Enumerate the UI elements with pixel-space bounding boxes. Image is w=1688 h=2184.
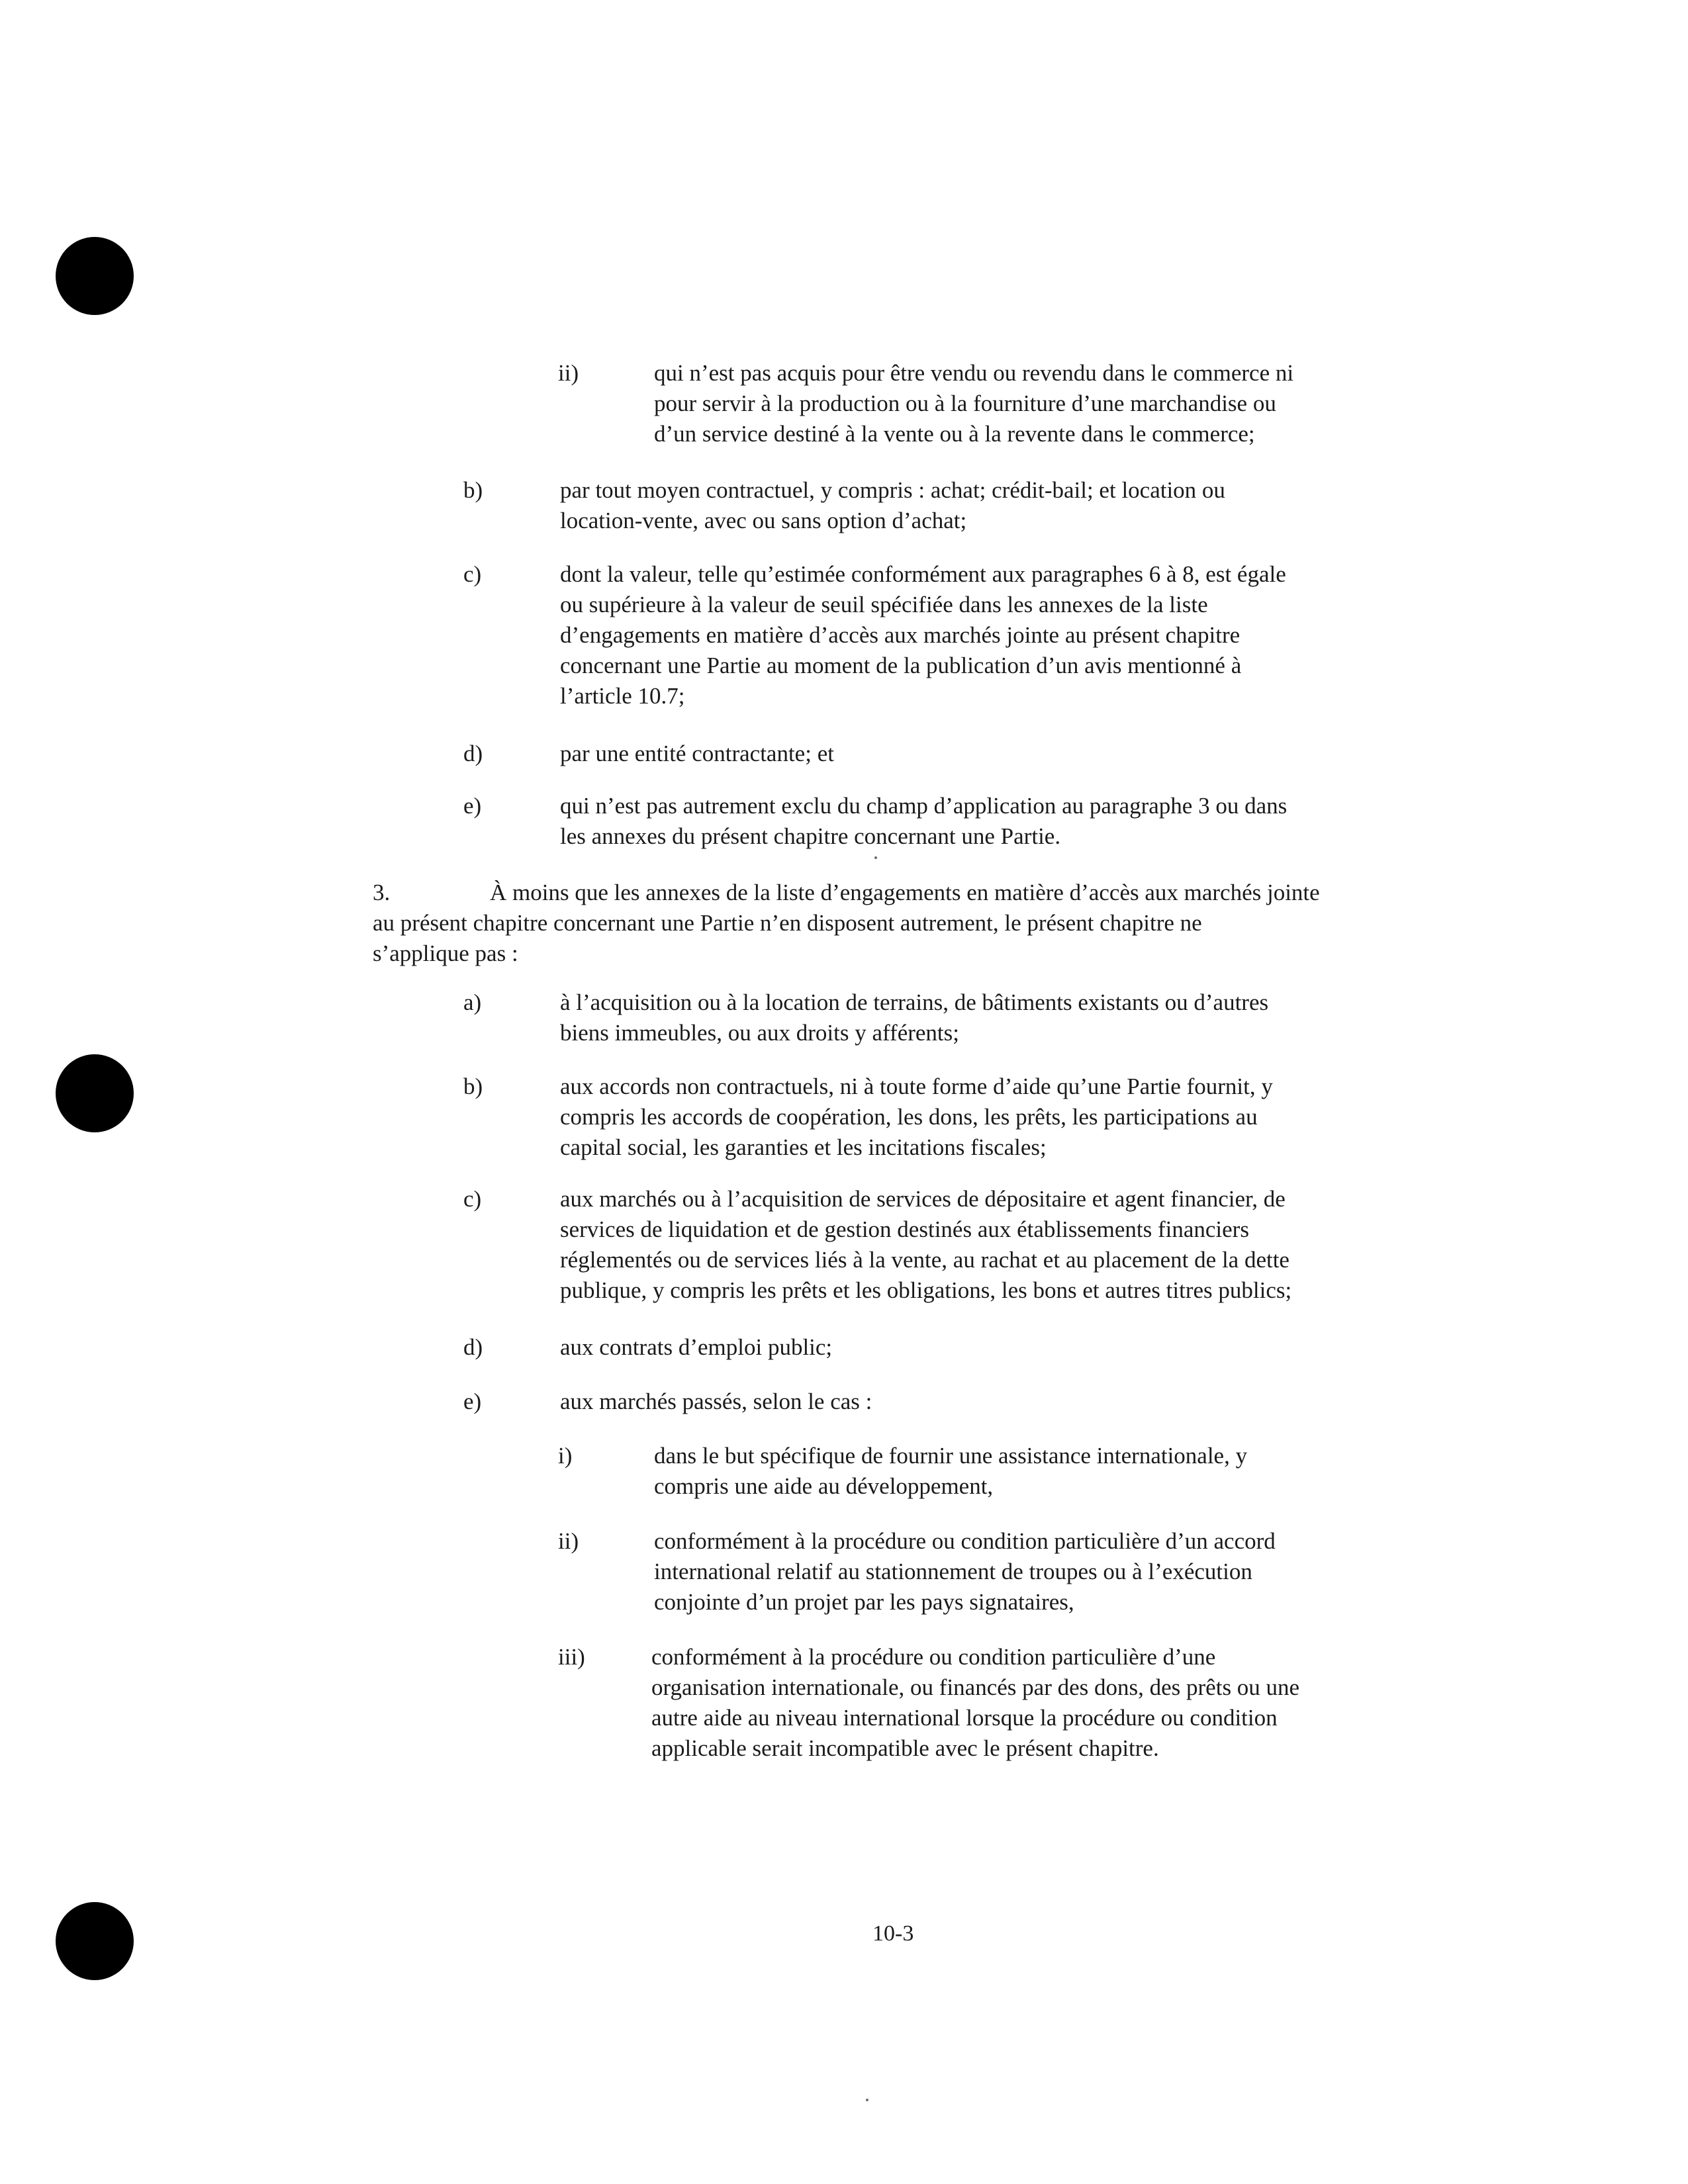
- list-item-text: [560, 1071, 1273, 1163]
- text-line: aux contrats d’emploi public;: [560, 1334, 833, 1360]
- text-line: conjointe d’un projet par les pays signataires,: [654, 1589, 1074, 1615]
- page-number: 10-3: [872, 1921, 914, 1946]
- text-line: à l’acquisition ou à la location de terrains, de bâtiments existants ou d’autres: [560, 989, 1269, 1015]
- text-line: ou supérieure à la valeur de seuil spécifiée dans les annexes de la liste: [560, 592, 1208, 617]
- text-line: aux marchés ou à l’acquisition de services de dépositaire et agent financier, de: [560, 1186, 1286, 1212]
- list-marker: b): [463, 1073, 483, 1099]
- text-line: l’article 10.7;: [560, 683, 685, 709]
- scan-speck: [874, 856, 877, 859]
- text-line: d’un service destiné à la vente ou à la revente dans le commerce;: [654, 421, 1255, 447]
- list-item-text: [560, 791, 1287, 852]
- text-line: aux accords non contractuels, ni à toute forme d’aide qu’une Partie fournit, y: [560, 1073, 1273, 1099]
- text-line: dans le but spécifique de fournir une assistance internationale, y: [654, 1443, 1248, 1469]
- text-line: autre aide au niveau international lorsque la procédure ou condition: [651, 1705, 1278, 1731]
- list-marker: ii): [558, 1528, 579, 1554]
- list-item-text: [560, 739, 834, 769]
- list-marker: b): [463, 477, 483, 503]
- text-line: les annexes du présent chapitre concernant une Partie.: [560, 823, 1061, 849]
- text-line: biens immeubles, ou aux droits y afférents;: [560, 1020, 959, 1046]
- text-line: réglementés ou de services liés à la vente, au rachat et au placement de la dette: [560, 1247, 1289, 1273]
- text-line: publique, y compris les prêts et les obligations, les bons et autres titres publics;: [560, 1277, 1292, 1303]
- list-marker: iii): [558, 1644, 585, 1670]
- list-marker: a): [463, 989, 482, 1015]
- list-item-text: [560, 1387, 872, 1417]
- text-line: par une entité contractante; et: [560, 741, 834, 766]
- text-line: international relatif au stationnement de troupes ou à l’exécution: [654, 1559, 1252, 1584]
- text-line: qui n’est pas acquis pour être vendu ou revendu dans le commerce ni: [654, 360, 1294, 386]
- text-line: applicable serait incompatible avec le présent chapitre.: [651, 1735, 1159, 1761]
- list-item-text: [654, 1526, 1276, 1617]
- list-marker: e): [463, 793, 482, 819]
- punch-hole: [56, 1054, 134, 1132]
- list-marker: d): [463, 741, 483, 766]
- text-line: d’engagements en matière d’accès aux marchés jointe au présent chapitre: [560, 622, 1241, 648]
- text-line: À moins que les annexes de la liste d’engagements en matière d’accès aux marchés jointe: [490, 880, 1320, 905]
- text-line: concernant une Partie au moment de la publication d’un avis mentionné à: [560, 653, 1242, 678]
- list-item-text: [560, 1184, 1291, 1306]
- list-marker: c): [463, 1186, 482, 1212]
- list-marker: i): [558, 1443, 573, 1469]
- list-marker: c): [463, 561, 482, 587]
- list-item-text: [560, 475, 1225, 536]
- punch-hole: [56, 237, 134, 315]
- text-line: conformément à la procédure ou condition particulière d’un accord: [654, 1528, 1276, 1554]
- text-line: par tout moyen contractuel, y compris : achat; crédit-bail; et location ou: [560, 477, 1225, 503]
- list-marker: e): [463, 1388, 482, 1414]
- text-line: organisation internationale, ou financés par des dons, des prêts ou une: [651, 1674, 1300, 1700]
- text-line: dont la valeur, telle qu’estimée conformément aux paragraphes 6 à 8, est égale: [560, 561, 1286, 587]
- text-line: location-vente, avec ou sans option d’achat;: [560, 508, 967, 533]
- paragraph-text: [373, 878, 1320, 969]
- text-line: aux marchés passés, selon le cas :: [560, 1388, 872, 1414]
- paragraph-number: 3.: [373, 880, 391, 905]
- text-line: compris une aide au développement,: [654, 1473, 994, 1499]
- list-item-text: [654, 1441, 1247, 1502]
- list-marker: d): [463, 1334, 483, 1360]
- list-marker: ii): [558, 360, 579, 386]
- text-line: compris les accords de coopération, les dons, les prêts, les participations au: [560, 1104, 1258, 1130]
- punch-hole: [56, 1902, 134, 1980]
- text-line: au présent chapitre concernant une Partie n’en disposent autrement, le présent chapitre ne: [373, 910, 1202, 936]
- text-line: pour servir à la production ou à la fourniture d’une marchandise ou: [654, 390, 1276, 416]
- list-item-text: [560, 559, 1286, 711]
- list-item-text: [651, 1642, 1299, 1764]
- text-line: qui n’est pas autrement exclu du champ d’application au paragraphe 3 ou dans: [560, 793, 1288, 819]
- list-item-text: [560, 987, 1268, 1048]
- text-line: capital social, les garanties et les incitations fiscales;: [560, 1134, 1047, 1160]
- list-item-text: [654, 358, 1293, 449]
- text-line: conformément à la procédure ou condition particulière d’une: [651, 1644, 1216, 1670]
- list-item-text: [560, 1332, 832, 1363]
- text-line: services de liquidation et de gestion destinés aux établissements financiers: [560, 1216, 1249, 1242]
- scan-speck: [866, 2099, 868, 2101]
- text-line: s’applique pas :: [373, 940, 518, 966]
